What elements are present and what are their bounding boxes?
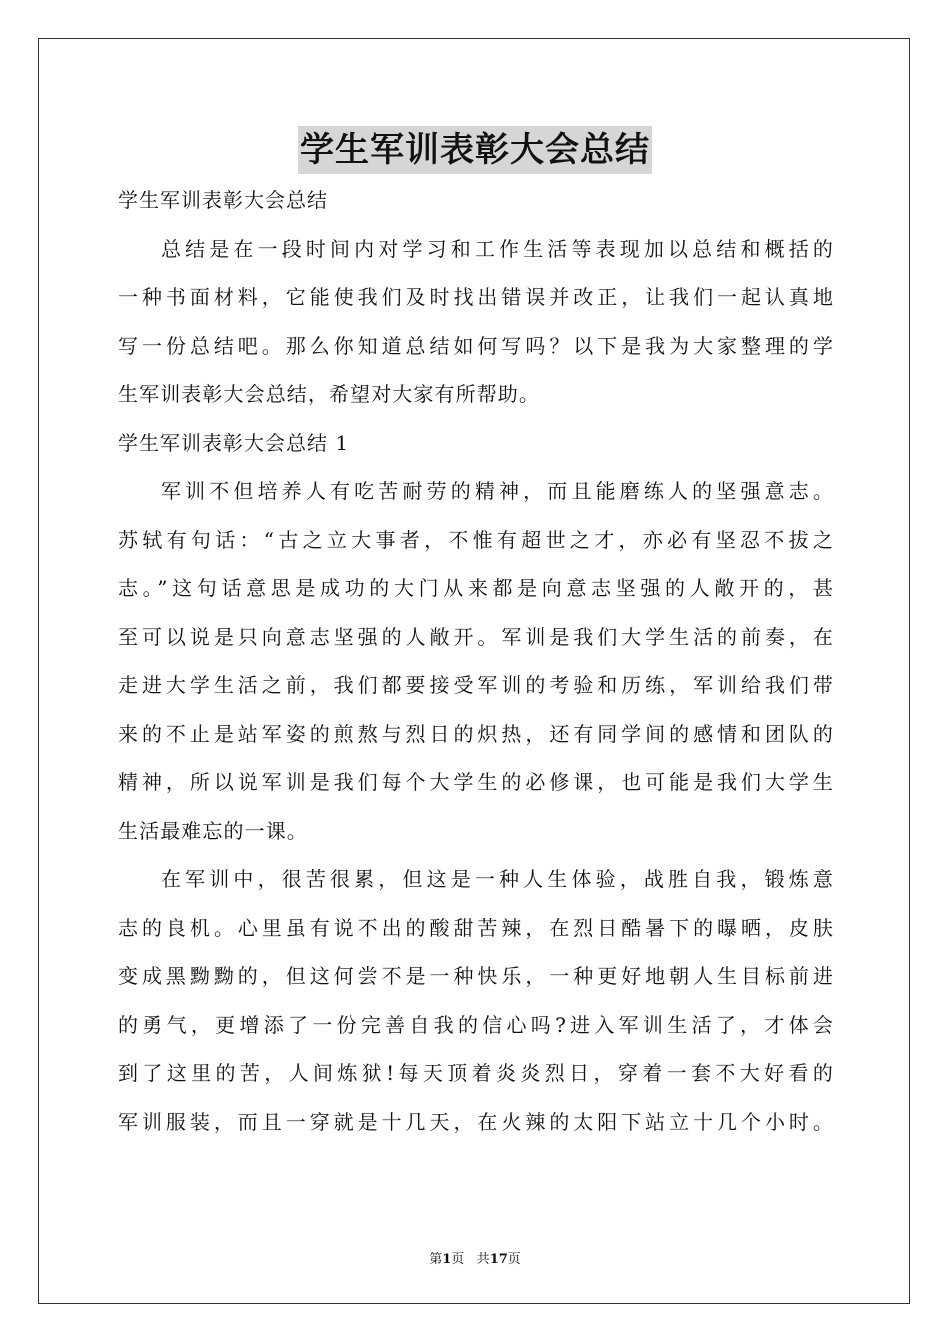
paragraph-2 (118, 855, 834, 1146)
document-body (118, 176, 834, 1146)
total-prefix: 共 (476, 1252, 490, 1267)
paragraph-line: 生军训表彰大会总结，希望对大家有所帮助。 (118, 382, 540, 406)
page-suffix: 页 (451, 1252, 465, 1267)
document-title-text: 学生军训表彰大会总结 (298, 126, 652, 174)
paragraph-line: 总结是在一段时间内对学习和工作生活等表现加以总结和概括的 (161, 236, 834, 261)
paragraph-line: 一种书面材料，它能使我们及时找出错误并改正，让我们一起认真地 (118, 285, 834, 309)
paragraph-line: 军训不但培养人有吃苦耐劳的精神，而且能磨练人的坚强意志。 (161, 479, 834, 503)
total-pages: 17 (489, 1252, 508, 1267)
document-subtitle: 学生军训表彰大会总结 (118, 188, 328, 212)
paragraph-line: 军训服装，而且一穿就是十几天，在火辣的太阳下站立十几个小时。 (118, 1109, 834, 1134)
page-prefix: 第 (429, 1252, 443, 1267)
paragraph-line: 到了这里的苦，人间炼狱!每天顶着炎炎烈日，穿着一套不大好看的 (118, 1061, 834, 1085)
paragraph-line: 志的良机。心里虽有说不出的酸甜苦辣，在烈日酷暑下的曝晒，皮肤 (118, 915, 834, 940)
paragraph-line: 在军训中，很苦很累，但这是一种人生体验，战胜自我，锻炼意 (161, 867, 834, 891)
section-heading: 学生军训表彰大会总结 1 (118, 430, 350, 455)
paragraph-line: 的勇气，更增添了一份完善自我的信心吗?进入军训生活了，才体会 (118, 1012, 834, 1037)
paragraph-line: 来的不止是站军姿的煎熬与烈日的炽热，还有同学间的感情和团队的 (118, 721, 834, 746)
paragraph-1 (118, 467, 834, 855)
page-number: 1 (442, 1252, 452, 1267)
paragraph-line: 变成黑黝黝的，但这何尝不是一种快乐，一种更好地朝人生目标前进 (118, 964, 834, 988)
paragraph-line: 至可以说是只向意志坚强的人敞开。军训是我们大学生活的前奏，在 (118, 624, 834, 649)
intro-paragraph (118, 225, 834, 419)
paragraph-line: 精神，所以说军训是我们每个大学生的必修课，也可能是我们大学生 (118, 770, 834, 794)
paragraph-line: 写一份总结吧。那么你知道总结如何写吗？以下是我为大家整理的学 (118, 333, 834, 358)
document-title (0, 124, 950, 176)
paragraph-line: 走进大学生活之前，我们都要接受军训的考验和历练，军训给我们带 (118, 673, 834, 697)
total-suffix: 页 (507, 1252, 521, 1267)
paragraph-line: 生活最难忘的一课。 (118, 818, 308, 843)
page-footer (0, 1248, 950, 1267)
paragraph-line: 苏轼有句话：“古之立大事者，不惟有超世之才，亦必有坚忍不拔之 (118, 527, 834, 552)
paragraph-line: 志。”这句话意思是成功的大门从来都是向意志坚强的人敞开的，甚 (118, 576, 834, 600)
